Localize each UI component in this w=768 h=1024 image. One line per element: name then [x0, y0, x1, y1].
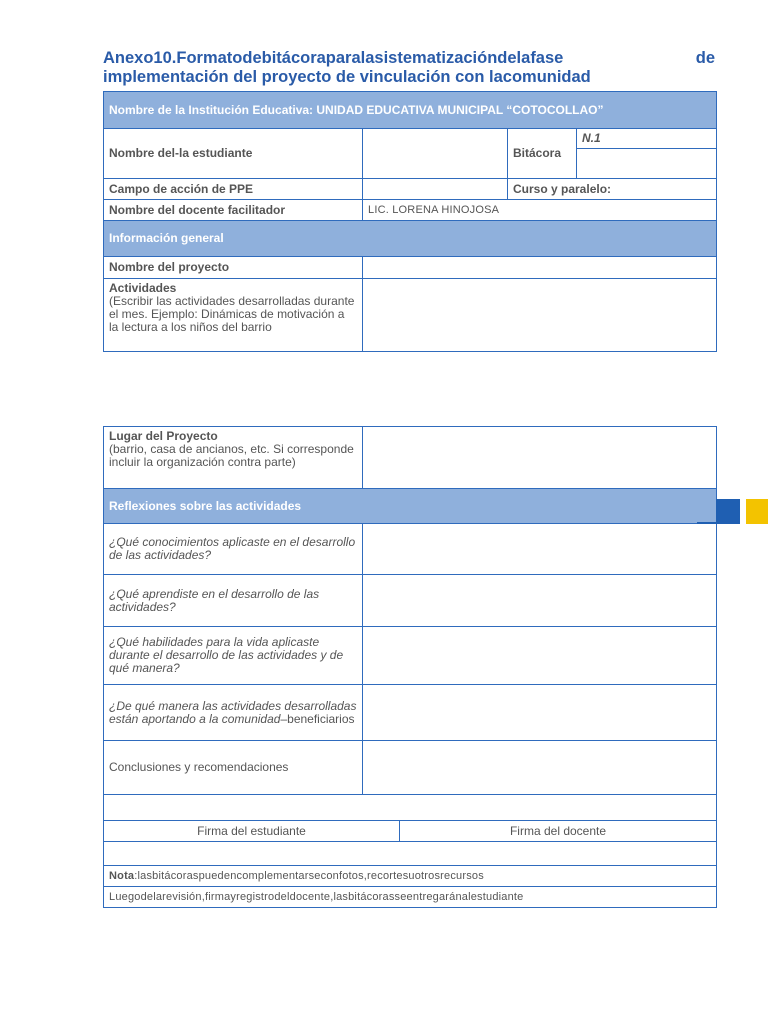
actividades-field[interactable]: [363, 279, 717, 352]
docente-value: LIC. LORENA HINOJOSA: [363, 200, 717, 221]
accent-blue-block: [716, 499, 740, 524]
form-table-general: [103, 91, 717, 352]
accent-blue-line: [697, 522, 717, 524]
signature-row[interactable]: [104, 842, 717, 866]
answer-conocimientos[interactable]: [363, 524, 717, 575]
docente-label: Nombre del docente facilitador: [104, 200, 363, 221]
conclusiones-field[interactable]: [363, 741, 717, 795]
proyecto-field[interactable]: [363, 257, 717, 279]
question-habilidades: ¿Qué habilidades para la vida aplicaste durante el desarrollo de las actividades y de qué manera?: [104, 627, 363, 685]
lugar-field[interactable]: [363, 427, 717, 489]
question-conocimientos: ¿Qué conocimientos aplicaste en el desarrollo de las actividades?: [104, 524, 363, 575]
nota-label: Nota: [109, 869, 135, 882]
proyecto-label: Nombre del proyecto: [104, 257, 363, 279]
institution-header: Nombre de la Institución Educativa: UNIDAD EDUCATIVA MUNICIPAL “COTOCOLLAO”: [104, 92, 717, 129]
firma-docente: Firma del docente: [400, 821, 717, 842]
title-line2: implementación del proyecto de vinculación con lacomunidad: [103, 68, 591, 86]
question-aportando: [104, 685, 363, 741]
reflexiones-header: Reflexiones sobre las actividades: [104, 489, 717, 524]
answer-aprendiste[interactable]: [363, 575, 717, 627]
form-table-reflexiones: [103, 426, 717, 908]
bitacora-extra-field[interactable]: [577, 149, 717, 179]
title-line1-end: de: [695, 49, 715, 67]
lugar-cell: [104, 427, 363, 489]
revision-note: Luegodelarevisión,firmayregistrodeldocente,lasbitácorasseentregaránalestudiante: [104, 887, 717, 908]
spacer-row: [104, 795, 717, 821]
answer-habilidades[interactable]: [363, 627, 717, 685]
question-aportando-end: –beneficiarios: [280, 711, 355, 726]
campo-label: Campo de acción de PPE: [104, 179, 363, 200]
nota-text: :lasbitácoraspuedencomplementarseconfotos,recortesuotrosrecursos: [134, 869, 484, 882]
accent-yellow-block: [746, 499, 768, 524]
actividades-cell: [104, 279, 363, 352]
actividades-label: Actividades: [109, 281, 177, 295]
conclusiones-label: Conclusiones y recomendaciones: [104, 741, 363, 795]
info-general-header: Información general: [104, 221, 717, 257]
curso-label: Curso y paralelo:: [508, 179, 717, 200]
bitacora-number: N.1: [577, 129, 717, 149]
student-name-label: Nombre del-la estudiante: [104, 129, 363, 179]
lugar-label: Lugar del Proyecto: [109, 429, 218, 443]
question-aprendiste: ¿Qué aprendiste en el desarrollo de las actividades?: [104, 575, 363, 627]
campo-field[interactable]: [363, 179, 508, 200]
question-aportando-text: ¿De qué manera las actividades desarrolladas están aportando a la comunidad: [109, 698, 357, 726]
answer-aportando[interactable]: [363, 685, 717, 741]
nota-row: [104, 866, 717, 887]
student-name-field[interactable]: [363, 129, 508, 179]
document-title: [103, 49, 715, 87]
firma-estudiante: Firma del estudiante: [104, 821, 400, 842]
title-line1: Anexo10.Formatodebitácoraparalasistematizacióndelafase: [103, 49, 564, 67]
bitacora-label: Bitácora: [508, 129, 577, 179]
lugar-hint: (barrio, casa de ancianos, etc. Si corresponde incluir la organización contra parte): [109, 442, 354, 469]
actividades-hint: (Escribir las actividades desarrolladas durante el mes. Ejemplo: Dinámicas de motivación a la lectura a los niños del barrio: [109, 294, 355, 334]
